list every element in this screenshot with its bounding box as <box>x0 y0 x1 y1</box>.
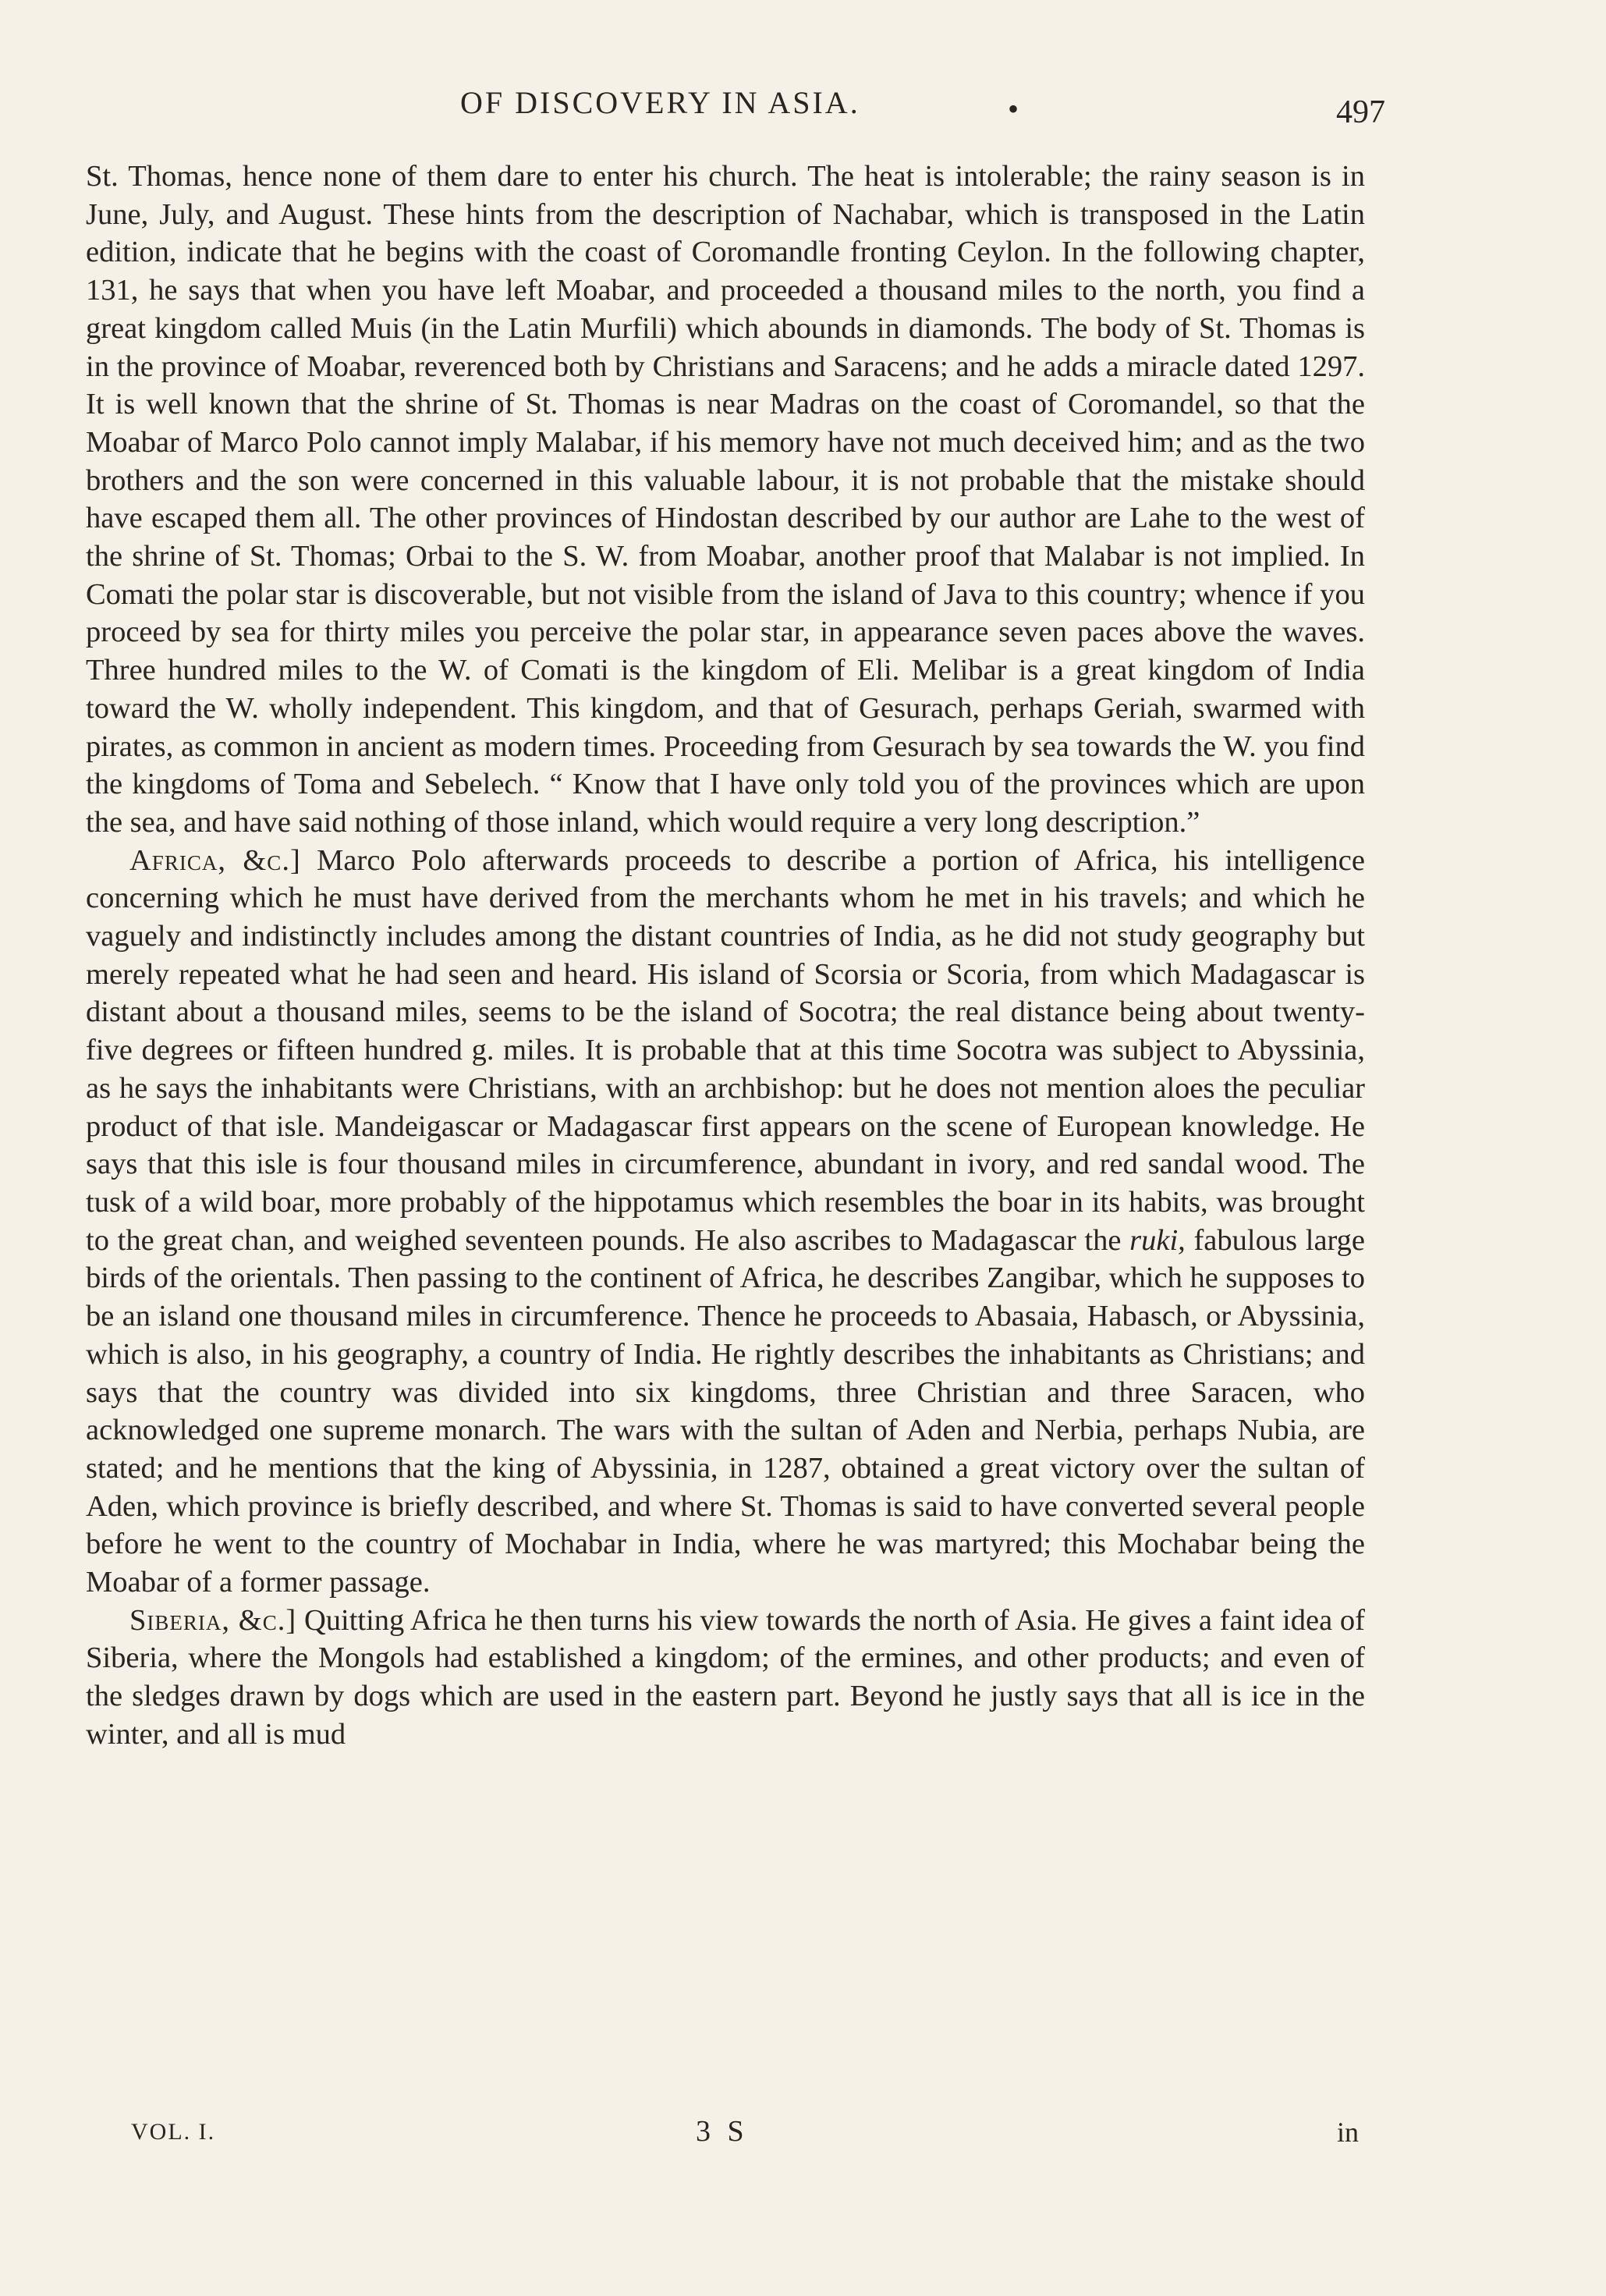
running-head <box>86 84 1385 139</box>
body-text <box>86 158 1365 1754</box>
volume-label: VOL. I. <box>131 2119 216 2145</box>
page-footer <box>86 2115 1365 2166</box>
catchword: in <box>1336 2117 1359 2148</box>
paragraph-text: Marco Polo afterwards proceeds to describe a portion of Africa, his intelligence concerning which he must have derived from the merchants whom he met in his travels; and which he vaguely and indistinctly includes among the distant countries of India, as he did not study geography but merely repeated what he had seen and heard. His island of Scorsia or Scoria, from which Madagascar is distant about a thousand miles, seems to be the island of Socotra; the real distance being about twenty-five degrees or fifteen hundred g. miles. It is probable that at this time Socotra was subject to Abyssinia, as he says the inhabitants were Christians, with an archbishop: but he does not mention aloes the peculiar product of that isle. Mandeigascar or Madagascar first appears on the scene of European knowledge. He says that this isle is four thousand miles in circumference, abundant in ivory, and red sandal wood. The tusk of a wild boar, more probably of the hippotamus which resembles the boar in its habits, was brought to the great chan, and weighed seventeen pounds. He also ascribes to Madagascar the <box>86 843 1365 1257</box>
running-title: OF DISCOVERY IN ASIA. <box>460 85 860 120</box>
paragraph-continuation <box>86 158 1365 842</box>
paragraph-siberia <box>86 1602 1365 1754</box>
paragraph-text: Quitting Africa he then turns his view towards the north of Asia. He gives a faint idea of Siberia, where the Mongols had established a kingdom; of the ermines, and other products; and even of the sledges drawn by dogs which are used in the eastern part. Beyond he justly says that all is ice in the winter, and all is mud <box>86 1603 1365 1751</box>
page-number: 497 <box>1336 94 1385 130</box>
signature-mark: 3 S <box>696 2115 749 2148</box>
paragraph-text: St. Thomas, hence none of them dare to enter his church. The heat is intolerable; the rainy season is in June, July, and August. These hints from the description of Nachabar, which is transposed in the Latin edition, indicate that he begins with the coast of Coromandle fronting Ceylon. In the following chapter, 131, he says that when you have left Moabar, and proceeded a thousand miles to the north, you find a great kingdom called Muis (in the Latin Murfili) which abounds in diamonds. The body of St. Thomas is in the province of Moabar, reverenced both by Christians and Saracens; and he adds a miracle dated 1297. It is well known that the shrine of St. Thomas is near Madras on the coast of Coromandel, so that the Moabar of Marco Polo cannot imply Malabar, if his memory have not much deceived him; and as the two brothers and the son were concerned in this valuable labour, it is not probable that the mistake should have escaped them all. The other provinces of Hindostan described by our author are Lahe to the west of the shrine of St. Thomas; Orbai to the S. W. from Moabar, another proof that Malabar is not implied. In Comati the polar star is discoverable, but not visible from the island of Java to this country; whence if you proceed by sea for thirty miles you perceive the polar star, in appearance seven paces above the waves. Three hundred miles to the W. of Comati is the kingdom of Eli. Melibar is a great kingdom of India toward the W. wholly independent. This kingdom, and that of Gesurach, perhaps Geriah, swarmed with pirates, as common in ancient as modern times. Proceeding from Gesurach by sea towards the W. you find the kingdoms of Toma and Sebelech. “ Know that I have only told you of the provinces which are upon the sea, and have said nothing of those inland, which would require a very long description.” <box>86 160 1365 839</box>
section-lead-siberia: Siberia, &c.] <box>129 1603 297 1637</box>
paragraph-africa <box>86 842 1365 1602</box>
italic-term: ruki, <box>1129 1223 1186 1257</box>
printer-mark: • <box>1008 91 1019 126</box>
section-lead-africa: Africa, &c.] <box>129 843 301 877</box>
paragraph-text-rest: fabulous large birds of the orientals. Then passing to the continent of Africa, he describes Zangibar, which he supposes to be an island one thousand miles in circumference. Thence he proceeds to Abasaia, Habasch, or Abyssinia, which is also, in his geography, a country of India. He rightly describes the inhabitants as Christians; and says that the country was divided into six kingdoms, three Christian and three Saracen, who acknowledged one supreme monarch. The wars with the sultan of Aden and Nerbia, perhaps Nubia, are stated; and he mentions that the king of Abyssinia, in 1287, obtained a great victory over the sultan of Aden, which province is briefly described, and where St. Thomas is said to have converted several people before he went to the country of Mochabar in India, where he was martyred; this Mochabar being the Moabar of a former passage. <box>86 1223 1366 1599</box>
